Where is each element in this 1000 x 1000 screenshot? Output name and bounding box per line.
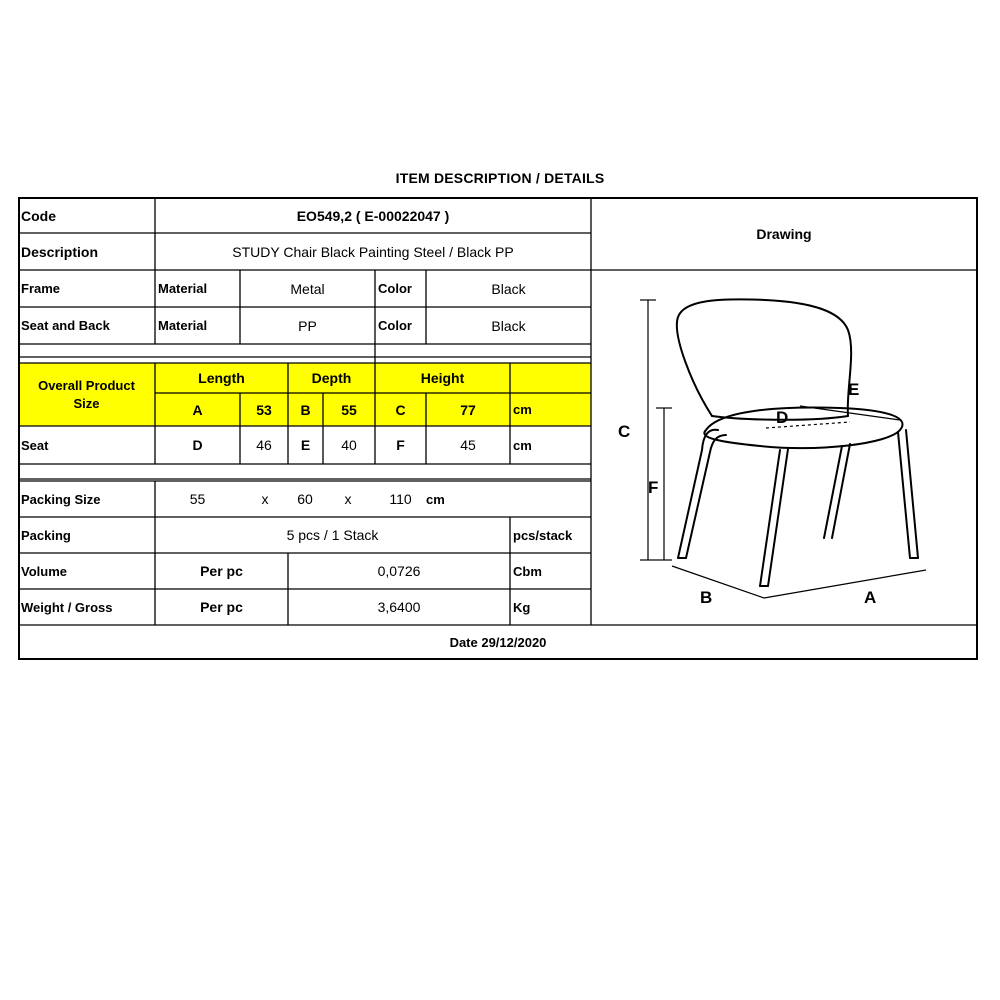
page-title: ITEM DESCRIPTION / DETAILS — [395, 170, 605, 186]
volume-value: 0,0726 — [377, 563, 421, 579]
frame-color-value: Black — [491, 280, 526, 297]
dimension-c-letter: C — [395, 401, 406, 418]
packing-size-length: 55 — [189, 491, 206, 507]
seat-back-label: Seat and Back — [21, 318, 110, 333]
label-a: A — [864, 588, 877, 607]
dimension-e-value: 40 — [341, 437, 357, 453]
label-b: B — [700, 588, 713, 607]
description-value: STUDY Chair Black Painting Steel / Black PP — [232, 243, 514, 260]
seat-back-material-label: Material — [158, 318, 208, 333]
volume-per: Per pc — [200, 563, 243, 579]
dimension-d-value: 46 — [256, 437, 272, 453]
packing-unit: pcs/stack — [513, 527, 573, 543]
dimension-f-letter: F — [396, 437, 405, 453]
frame-material-value: Metal — [290, 280, 325, 297]
packing-label: Packing — [21, 527, 71, 543]
code-value: EO549,2 ( E-00022047 ) — [296, 207, 450, 224]
frame-color-label: Color — [378, 281, 412, 296]
overall-size-label: Overall Product Size — [38, 377, 135, 411]
length-header: Length — [198, 370, 245, 386]
weight-label: Weight / Gross — [21, 599, 113, 615]
seat-back-material-value: PP — [298, 317, 317, 334]
dimension-b-letter: B — [300, 401, 311, 418]
volume-unit: Cbm — [513, 563, 542, 579]
label-f: F — [648, 478, 659, 497]
dimension-a-letter: A — [192, 401, 203, 418]
dimension-b-value: 55 — [341, 401, 357, 418]
seat-back-color-label: Color — [378, 318, 412, 333]
drawing-label: Drawing — [756, 226, 812, 242]
date-footer: Date 29/12/2020 — [449, 634, 547, 650]
height-header: Height — [420, 370, 465, 386]
packing-size-x2: x — [344, 491, 352, 507]
frame-label: Frame — [21, 281, 61, 296]
packing-value: 5 pcs / 1 Stack — [286, 527, 379, 543]
packing-size-x1: x — [261, 491, 269, 507]
overall-unit: cm — [513, 402, 532, 417]
packing-size-width: 60 — [297, 491, 313, 507]
packing-size-label: Packing Size — [21, 491, 101, 507]
label-c: C — [618, 422, 631, 441]
description-label: Description — [21, 243, 99, 260]
packing-size-height: 110 — [389, 491, 412, 507]
label-e: E — [848, 380, 860, 399]
label-d: D — [776, 408, 789, 427]
frame-material-label: Material — [158, 281, 208, 296]
chair-drawing — [600, 280, 970, 620]
packing-size-unit: cm — [426, 491, 445, 507]
code-label: Code — [21, 207, 56, 224]
weight-unit: Kg — [513, 599, 531, 615]
weight-per: Per pc — [200, 599, 243, 615]
dimension-e-letter: E — [300, 437, 311, 453]
seat-label: Seat — [21, 437, 49, 453]
chair-line-art — [600, 280, 970, 620]
seat-unit: cm — [513, 437, 532, 453]
dimension-c-value: 77 — [460, 401, 476, 418]
dimension-a-value: 53 — [256, 401, 272, 418]
depth-header: Depth — [311, 370, 352, 386]
dimension-f-value: 45 — [460, 437, 476, 453]
weight-value: 3,6400 — [377, 599, 421, 615]
dimension-d-letter: D — [192, 437, 203, 453]
seat-back-color-value: Black — [491, 317, 526, 334]
volume-label: Volume — [21, 563, 67, 579]
